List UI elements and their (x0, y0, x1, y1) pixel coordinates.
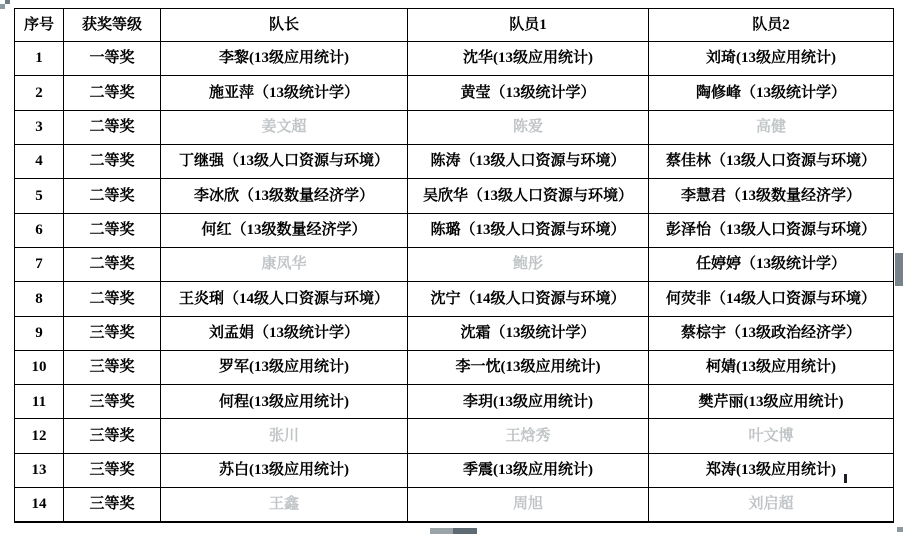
table-header (15, 9, 894, 42)
cell-member2: 高健 (649, 110, 894, 144)
resize-handle[interactable] (897, 527, 903, 532)
cell-member2: 李慧君（13级数量经济学） (649, 179, 894, 213)
cell-member2: 蔡佳林（13级人口资源与环境） (649, 144, 894, 178)
cell-award: 三等奖 (64, 350, 161, 384)
cell-member2: 任婷婷（13级统计学） (649, 247, 894, 281)
table-row (15, 488, 894, 522)
cell-member1: 陈璐（13级人口资源与环境） (408, 213, 649, 247)
cell-award: 二等奖 (64, 144, 161, 178)
cell-award: 二等奖 (64, 179, 161, 213)
table-row (15, 247, 894, 281)
cell-member2: 柯婧(13级应用统计) (649, 350, 894, 384)
cell-member2: 彭泽怡（13级人口资源与环境） (649, 213, 894, 247)
header-award-level: 获奖等级 (64, 9, 161, 42)
cell-member2: 樊芹丽(13级应用统计) (649, 385, 894, 419)
table-row (15, 453, 894, 487)
cell-member1: 沈华(13级应用统计) (408, 42, 649, 76)
cell-award: 三等奖 (64, 453, 161, 487)
cell-no: 10 (15, 350, 64, 384)
cell-captain: 康凤华 (161, 247, 408, 281)
table-row (15, 213, 894, 247)
cell-member1: 沈霜（13级统计学） (408, 316, 649, 350)
cell-captain: 姜文超 (161, 110, 408, 144)
award-table (14, 8, 894, 523)
cell-no: 12 (15, 419, 64, 453)
corner-mark-icon (0, 0, 12, 10)
header-member1: 队员1 (408, 9, 649, 42)
cell-no: 4 (15, 144, 64, 178)
cell-member2: 何荧非（14级人口资源与环境） (649, 282, 894, 316)
cell-no: 14 (15, 488, 64, 522)
cell-no: 2 (15, 76, 64, 110)
cell-award: 二等奖 (64, 213, 161, 247)
cell-award: 二等奖 (64, 247, 161, 281)
cell-member1: 鲍彤 (408, 247, 649, 281)
cell-no: 7 (15, 247, 64, 281)
cell-award: 三等奖 (64, 385, 161, 419)
table-row (15, 179, 894, 213)
table-row (15, 110, 894, 144)
cell-captain: 王鑫 (161, 488, 408, 522)
cell-member1: 李玥(13级应用统计) (408, 385, 649, 419)
cell-award: 三等奖 (64, 316, 161, 350)
cell-member2: 陶修峰（13级统计学） (649, 76, 894, 110)
cell-member1: 黄莹（13级统计学） (408, 76, 649, 110)
cell-award: 三等奖 (64, 488, 161, 522)
cell-captain: 何程(13级应用统计) (161, 385, 408, 419)
table-body (15, 42, 894, 523)
table-row (15, 385, 894, 419)
cell-award: 二等奖 (64, 76, 161, 110)
cell-captain: 张川 (161, 419, 408, 453)
cell-member2: 叶文博 (649, 419, 894, 453)
table-row (15, 282, 894, 316)
cell-no: 5 (15, 179, 64, 213)
table-row (15, 350, 894, 384)
header-member2: 队员2 (649, 9, 894, 42)
cell-no: 6 (15, 213, 64, 247)
cell-captain: 李冰欣（13级数量经济学） (161, 179, 408, 213)
cell-no: 13 (15, 453, 64, 487)
cell-member1: 陈爱 (408, 110, 649, 144)
header-row (15, 9, 894, 42)
cell-no: 1 (15, 42, 64, 76)
cell-award: 三等奖 (64, 419, 161, 453)
cell-captain: 王炎琍（14级人口资源与环境） (161, 282, 408, 316)
cell-member1: 吴欣华（13级人口资源与环境） (408, 179, 649, 213)
cell-no: 3 (15, 110, 64, 144)
cell-captain: 苏白(13级应用统计) (161, 453, 408, 487)
cell-captain: 李黎(13级应用统计) (161, 42, 408, 76)
cell-captain: 丁继强（13级人口资源与环境） (161, 144, 408, 178)
cell-award: 二等奖 (64, 110, 161, 144)
cell-award: 一等奖 (64, 42, 161, 76)
cell-member1: 沈宁（14级人口资源与环境） (408, 282, 649, 316)
cell-member2: 刘琦(13级应用统计) (649, 42, 894, 76)
cell-captain: 何红（13级数量经济学） (161, 213, 408, 247)
cell-captain: 施亚萍（13级统计学） (161, 76, 408, 110)
cell-no: 11 (15, 385, 64, 419)
cell-award: 二等奖 (64, 282, 161, 316)
cell-captain: 罗军(13级应用统计) (161, 350, 408, 384)
cell-member1: 陈涛（13级人口资源与环境） (408, 144, 649, 178)
cell-member1: 季震(13级应用统计) (408, 453, 649, 487)
table-row (15, 76, 894, 110)
header-captain: 队长 (161, 9, 408, 42)
cell-no: 8 (15, 282, 64, 316)
cell-member1: 周旭 (408, 488, 649, 522)
cell-captain: 刘孟娟（13级统计学） (161, 316, 408, 350)
table-row (15, 42, 894, 76)
table-row (15, 144, 894, 178)
cell-member2: 郑涛(13级应用统计) (649, 453, 894, 487)
table-row (15, 316, 894, 350)
table-row (15, 419, 894, 453)
cursor-mark (844, 474, 847, 483)
cell-member2: 刘启超 (649, 488, 894, 522)
cell-member1: 李一忱(13级应用统计) (408, 350, 649, 384)
header-no: 序号 (15, 9, 64, 42)
vertical-scrollbar-thumb[interactable] (895, 253, 903, 286)
cell-member2: 蔡棕宇（13级政治经济学） (649, 316, 894, 350)
cell-no: 9 (15, 316, 64, 350)
cell-member1: 王焓秀 (408, 419, 649, 453)
horizontal-scrollbar-thumb[interactable] (430, 528, 477, 534)
